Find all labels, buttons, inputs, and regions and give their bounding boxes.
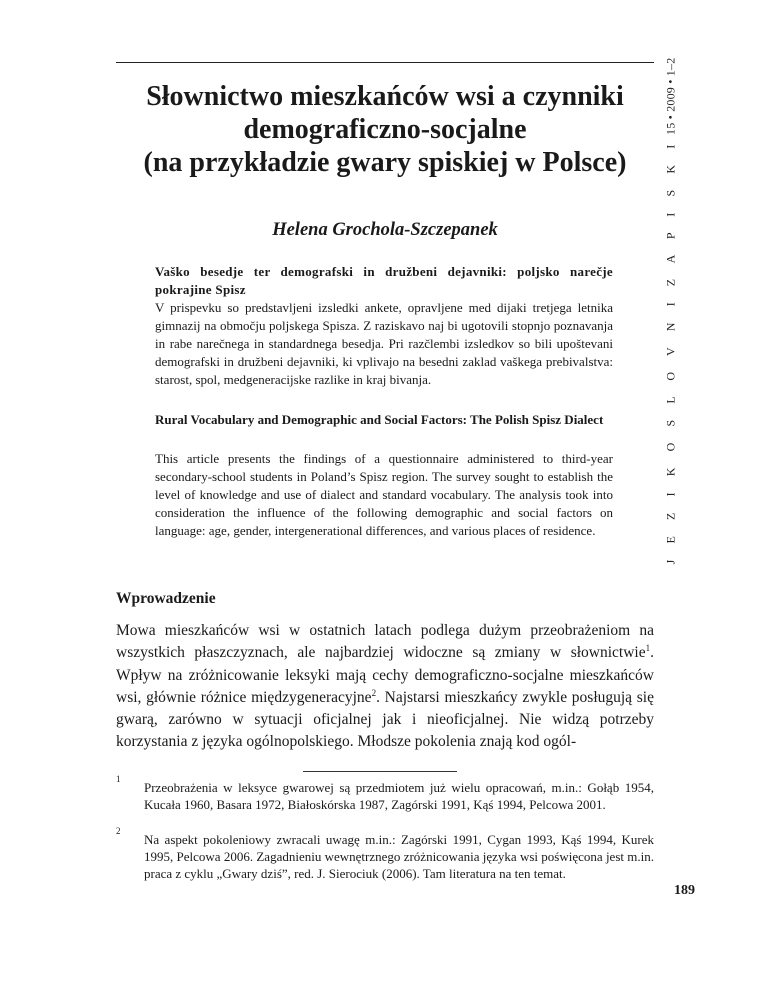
abstract-en-heading: Rural Vocabulary and Demographic and Social Factors: The Polish Spisz Dialect bbox=[155, 412, 604, 427]
body-text-2: . Wpływ na zróżnicowanie leksyki mają cechy demograficzno-socjalne mieszkańców wsi, głównie różnice międzygeneracyjne bbox=[116, 644, 654, 706]
author-name: Helena Grochola-Szczepanek bbox=[272, 220, 498, 240]
footnote-ref-2[interactable]: 2 bbox=[371, 687, 377, 698]
journal-issue: 15 • 2009 • 1–2 bbox=[663, 57, 678, 135]
article-title bbox=[116, 80, 654, 179]
footnote-text: Na aspekt pokoleniowy zwracali uwagę m.in.: Zagórski 1991, Cygan 1993, Kąś 1994, Kurek 1995, Pelcowa 2006. Zagadnieniu wewnętrznego zróżnicowania języka wsi poświęcona jest m.in. praca z cyklu „Gwary dziś”, red. J. Sierociuk (2006). Tam literatura na ten temat. bbox=[144, 832, 654, 882]
title-line-1: Słownictwo mieszkańców wsi a czynniki bbox=[146, 81, 624, 112]
title-line-3: (na przykładzie gwary spiskiej w Polsce) bbox=[143, 147, 627, 178]
abstract-en-text: This article presents the findings of a questionnaire administered to third-year secondary-school students in Poland’s Spisz region. The survey sought to establish the level of knowledge and use of dialect and standard vocabulary. The analysis took into consideration the influence of the following demographic and social factors on language: age, gender, intergenerational differences, and various places of residence. bbox=[155, 451, 613, 538]
footnote-2: 2 Na aspekt pokoleniowy zwracali uwagę m.in.: Zagórski 1991, Cygan 1993, Kąś 1994, Kurek 1995, Pelcowa 2006. Zagadnieniu wewnętrznego zróżnicowania języka wsi poświęcona jest m.in. praca z cyklu „Gwary dziś”, red. J. Sierociuk (2006). Tam literatura na ten temat. bbox=[116, 826, 654, 882]
body-text-1: Mowa mieszkańców wsi w ostatnich latach podlega dużym przeobrażeniom na wszystkich płaszczyznach, ale najbardziej widoczne są zmiany w słownictwie bbox=[116, 622, 654, 662]
title-line-2: demograficzno-socjalne bbox=[243, 114, 527, 145]
section-heading: Wprowadzenie bbox=[116, 590, 216, 607]
body-paragraph bbox=[116, 620, 654, 754]
abstract-sl-heading: Vaško besedje ter demografski in družbeni dejavniki: poljsko narečje pokrajine Spisz bbox=[155, 264, 613, 297]
footnote-text: Przeobrażenia w leksyce gwarowej są przedmiotem już wielu opracowań, m.in.: Gołąb 1954, Kucała 1960, Basara 1972, Białoskórska 1987, Zagórski 1991, Kąś 1994, Pelcowa 2001. bbox=[144, 780, 654, 813]
header-rule bbox=[116, 62, 654, 63]
abstract-sl-text: V prispevku so predstavljeni izsledki ankete, opravljene med dijaki tretjega letnika gimnazij na območju poljskega Spisza. Z raziskavo naj bi ugotovili stopnjo poznavanja in rabe narečnega in standardnega besedja. Pri razčlembi izsledkov so bili upoštevani demografski in družbeni dejavniki, ki vplivajo na besedni zaklad vaškega prebivalstva: starost, spol, medgeneracijske razlike in kraj bivanja. bbox=[155, 300, 613, 387]
journal-name: J E Z I K O S L O V N I Z A P I S K I bbox=[663, 138, 678, 565]
page-number: 189 bbox=[674, 883, 695, 898]
body-text-3: . Najstarsi mieszkańcy zwykle posługują się gwarą, zarówno w sytuacji oficjalnej jak i nieoficjalnej. Nie widzą potrzeby korzystania z języka ogólnopolskiego. Młodsze pokolenia znają kod ogól- bbox=[116, 688, 654, 751]
footnote-ref-1[interactable]: 1 bbox=[645, 643, 651, 654]
footnote-1: 1 Przeobrażenia w leksyce gwarowej są przedmiotem już wielu opracowań, m.in.: Gołąb 1954, Kucała 1960, Basara 1972, Białoskórska 1987, Zagórski 1991, Kąś 1994, Pelcowa 2001. bbox=[116, 774, 654, 813]
journal-side-label bbox=[662, 57, 680, 565]
footnote-rule bbox=[303, 771, 457, 772]
